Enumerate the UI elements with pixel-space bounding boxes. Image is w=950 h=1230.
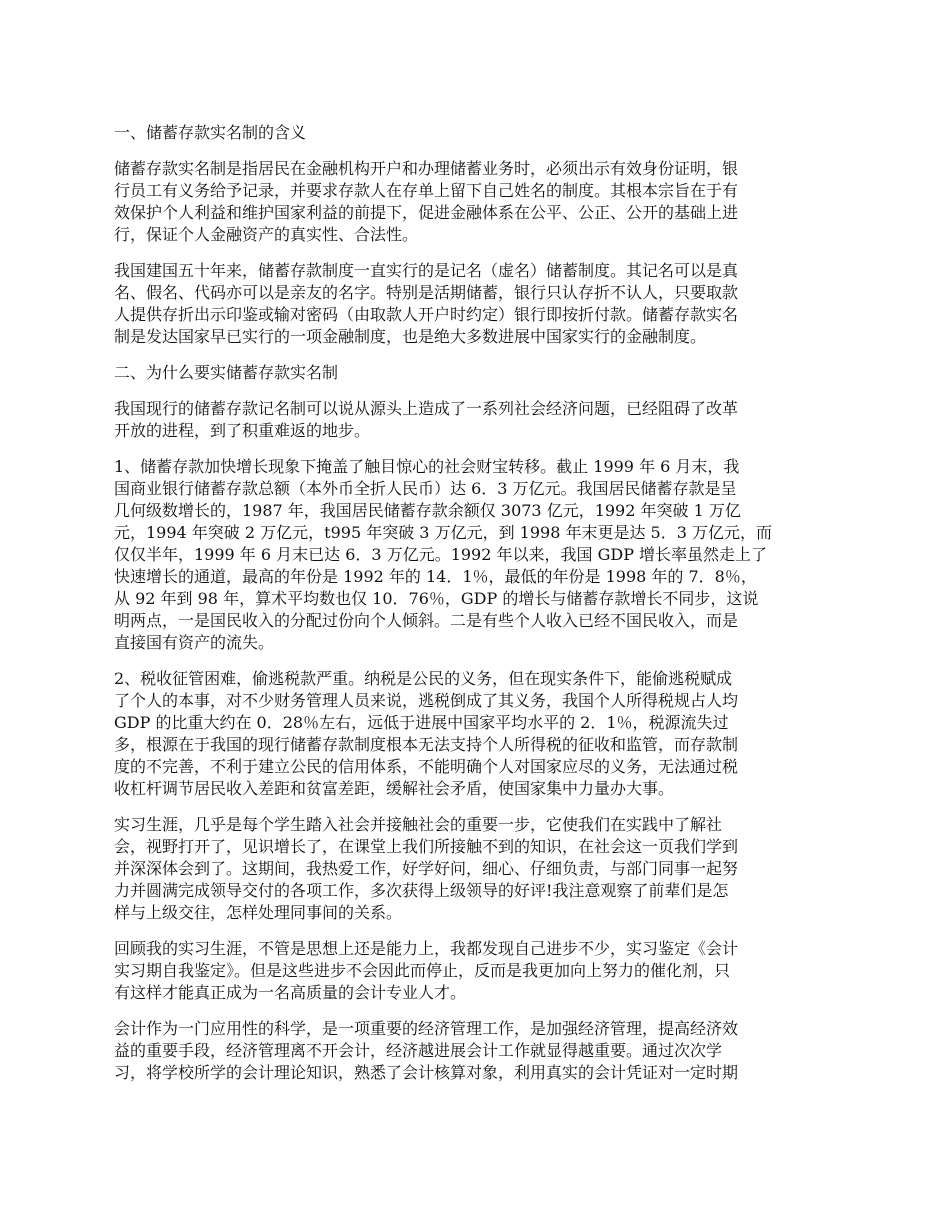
- text-line: 了个人的本事，对不少财务管理人员来说，逃税倒成了其义务，我国个人所得税规占人均: [114, 691, 739, 710]
- text-line: 元，1994 年突破 2 万亿元，t995 年突破 3 万亿元，到 1998 年末更是达 5．3 万亿元，而: [114, 523, 772, 542]
- text-line: 习，将学校所学的会计理论知识，熟悉了会计核算对象，利用真实的会计凭证对一定时期: [114, 1063, 739, 1082]
- text-line: 制是发达国家早已实行的一项金融制度，也是绝大多数进展中国家实行的金融制度。: [114, 327, 707, 346]
- paragraph: [114, 456, 840, 654]
- document-body: [114, 122, 840, 1098]
- paragraph: [114, 938, 840, 1004]
- text-line: 开放的进程，到了积重难返的地步。: [114, 421, 371, 440]
- paragraph: [114, 398, 840, 442]
- text-line: 人提供存折出示印鉴或输对密码（由取款人开户时约定）银行即按折付款。储蓄存款实名: [114, 305, 739, 324]
- text-line: 会，视野打开了，见识增长了，在课堂上我们所接触不到的知识，在社会这一页我们学到: [114, 837, 739, 856]
- paragraph: [114, 1018, 840, 1084]
- text-line: 1、储蓄存款加快增长现象下掩盖了触目惊心的社会财宝转移。截止 1999 年 6 月末，我: [114, 457, 740, 476]
- paragraph: [114, 260, 840, 348]
- text-line: 从 92 年到 98 年，算术平均数也仅 10．76％，GDP 的增长与储蓄存款增长不同步，这说: [114, 589, 759, 608]
- text-line: 直接国有资产的流失。: [114, 633, 275, 652]
- text-line: GDP 的比重大约在 0．28％左右，远低于进展中国家平均水平的 2．1％，税源流失过: [114, 713, 729, 732]
- text-line: 明两点，一是国民收入的分配过份向个人倾斜。二是有些个人收入已经不国民收入，而是: [114, 611, 739, 630]
- text-line: 有这样才能真正成为一名高质量的会计专业人才。: [114, 983, 467, 1002]
- text-line: 仅仅半年，1999 年 6 月末已达 6．3 万亿元。1992 年以来，我国 GDP 增长率虽然走上了: [114, 545, 768, 564]
- text-line: 几何级数增长的，1987 年，我国居民储蓄存款余额仅 3073 亿元，1992 年突破 1 万亿: [114, 501, 741, 520]
- text-line: 会计作为一门应用性的科学，是一项重要的经济管理工作，是加强经济管理，提高经济效: [114, 1019, 739, 1038]
- text-line: 益的重要手段，经济管理离不开会计，经济越进展会计工作就显得越重要。通过次次学: [114, 1041, 723, 1060]
- text-line: 行，保证个人金融资产的真实性、合法性。: [114, 225, 419, 244]
- text-line: 2、税收征管困难，偷逃税款严重。纳税是公民的义务，但在现实条件下，能偷逃税赋成: [114, 669, 733, 688]
- text-line: 并深深体会到了。这期间，我热爱工作，好学好问，细心、仔细负责，与部门同事一起努: [114, 859, 739, 878]
- paragraph: [114, 668, 840, 800]
- paragraph: [114, 158, 840, 246]
- paragraph: [114, 814, 840, 924]
- text-line: 效保护个人利益和维护国家利益的前提下，促进金融体系在公平、公正、公开的基础上进: [114, 203, 739, 222]
- text-line: 实习期自我鉴定》。但是这些进步不会因此而停止，反而是我更加向上努力的催化剂，只: [114, 961, 731, 980]
- text-line: 我国建国五十年来，储蓄存款制度一直实行的是记名（虚名）储蓄制度。其记名可以是真: [114, 261, 739, 280]
- text-line: 收杠杆调节居民收入差距和贫富差距，缓解社会矛盾，使国家集中力量办大事。: [114, 779, 675, 798]
- text-line: 快速增长的通道，最高的年份是 1992 年的 14．1％，最低的年份是 1998 年的 7．8％，: [114, 567, 757, 586]
- text-line: 多，根源在于我国的现行储蓄存款制度根本无法支持个人所得税的征收和监管，而存款制: [114, 735, 739, 754]
- text-line: 行员工有义务给予记录，并要求存款人在存单上留下自己姓名的制度。其根本宗旨在于有: [114, 181, 739, 200]
- text-line: 我国现行的储蓄存款记名制可以说从源头上造成了一系列社会经济问题，已经阻碍了改革: [114, 399, 739, 418]
- text-line: 回顾我的实习生涯，不管是思想上还是能力上，我都发现自己进步不少，实习鉴定《会计: [114, 939, 739, 958]
- text-line: 国商业银行储蓄存款总额（本外币全折人民币）达 6．3 万亿元。我国居民储蓄存款是呈: [114, 479, 737, 498]
- section-heading: 二、为什么要实储蓄存款实名制: [114, 363, 339, 382]
- text-line: 力并圆满完成领导交付的各项工作，多次获得上级领导的好评!我注意观察了前辈们是怎: [114, 881, 729, 900]
- text-line: 储蓄存款实名制是指居民在金融机构开户和办理储蓄业务时，必须出示有效身份证明，银: [114, 159, 739, 178]
- section-heading: 一、储蓄存款实名制的含义: [114, 123, 307, 142]
- text-line: 度的不完善，不利于建立公民的信用体系，不能明确个人对国家应尽的义务，无法通过税: [114, 757, 739, 776]
- text-line: 样与上级交往，怎样处理同事间的关系。: [114, 903, 403, 922]
- text-line: 名、假名、代码亦可以是亲友的名字。特别是活期储蓄，银行只认存折不认人，只要取款: [114, 283, 739, 302]
- text-line: 实习生涯，几乎是每个学生踏入社会并接触社会的重要一步，它使我们在实践中了解社: [114, 815, 723, 834]
